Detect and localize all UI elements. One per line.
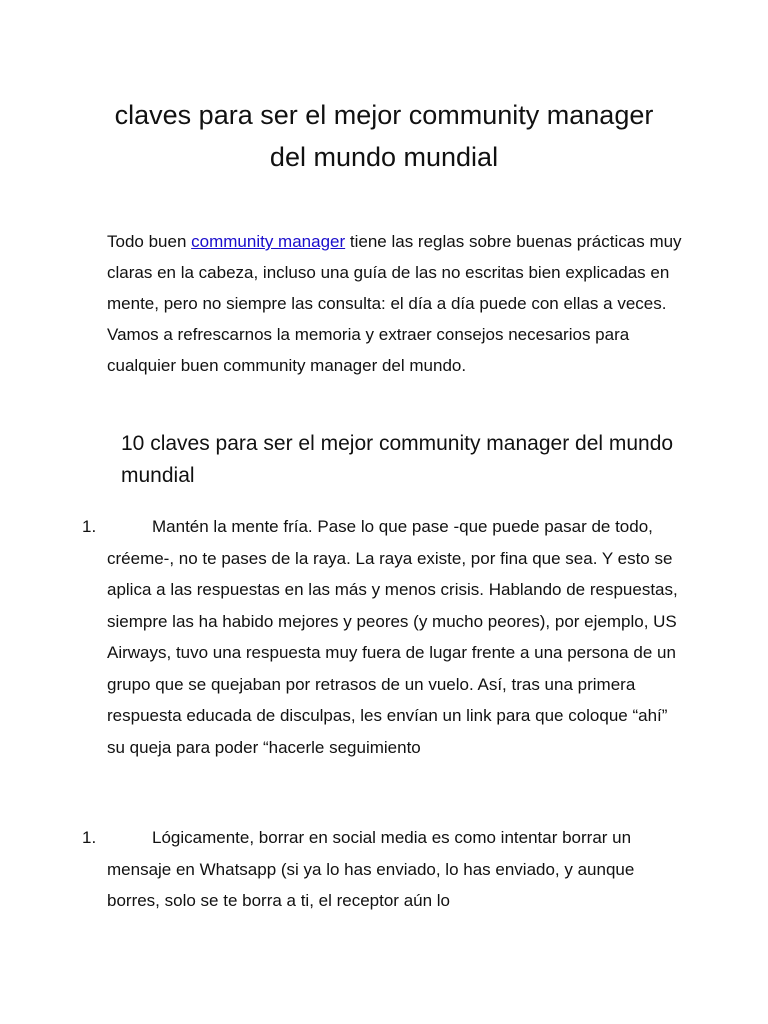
intro-second-paragraph: Vamos a refrescarnos la memoria y extraer consejos necesarios para cualquier buen community manager del mundo. [107, 325, 630, 375]
list-item-text: Lógicamente, borrar en social media es como intentar borrar un mensaje en Whatsapp (si ya lo has enviado, lo has enviado, y aunque borres, solo se te borra a ti, el receptor aún lo [107, 828, 635, 910]
list-item-number: 1. [82, 828, 97, 847]
document-title: claves para ser el mejor community manager del mundo mundial [114, 100, 654, 172]
intro-text-after-link: tiene las reglas sobre buenas prácticas muy claras en la cabeza, incluso una guía de las no escritas bien explicadas en mente, pero no siempre las consulta: el día a día puede con ellas a veces. [107, 232, 682, 313]
list-item [82, 822, 687, 917]
list-item [82, 511, 687, 763]
section-subheading: 10 claves para ser el mejor community manager del mundo mundial [121, 432, 674, 487]
intro-paragraph [107, 226, 687, 381]
list-item-number: 1. [82, 517, 97, 536]
list-item-text: Mantén la mente fría. Pase lo que pase -que puede pasar de todo, créeme-, no te pases de la raya. La raya existe, por fina que sea. Y esto se aplica a las respuestas en las más y menos crisis. Hablando de respuestas, siempre las ha habido mejores y peores (y mucho peores), por ejemplo, US Airways, tuvo una respuesta muy fuera de lugar frente a una persona de un grupo que se quejaban por retrasos de un vuelo. Así, tras una primera respuesta educada de disculpas, les envían un link para que coloque “ahí” su queja para poder “hacerle seguimiento [107, 517, 678, 757]
community-manager-link[interactable]: community manager [191, 232, 346, 251]
intro-text-before-link: Todo buen [107, 232, 192, 251]
